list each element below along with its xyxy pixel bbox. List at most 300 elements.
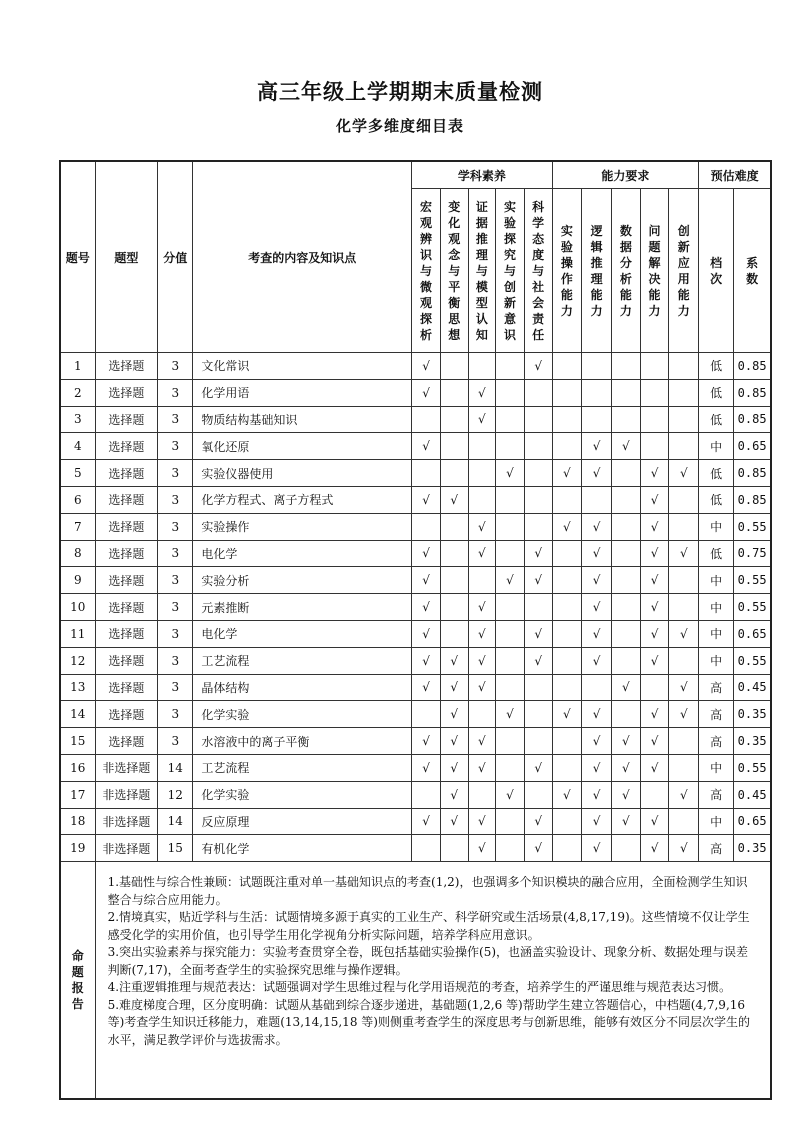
empty-cell — [612, 594, 641, 621]
empty-cell — [669, 353, 699, 380]
table-row — [60, 754, 771, 781]
col-header-type: 题型 — [95, 161, 158, 353]
table-row — [60, 808, 771, 835]
difficulty-level: 中 — [699, 620, 734, 647]
check-mark: √ — [440, 781, 468, 808]
check-mark: √ — [524, 620, 552, 647]
col-header-ability-4: 问题解决能力 — [640, 189, 669, 353]
difficulty-coefficient: 0.45 — [734, 674, 771, 701]
difficulty-level: 中 — [699, 513, 734, 540]
check-mark: √ — [669, 674, 699, 701]
empty-cell — [612, 513, 641, 540]
question-type: 选择题 — [95, 379, 158, 406]
check-mark: √ — [412, 674, 441, 701]
question-score: 3 — [158, 647, 193, 674]
table-row — [60, 647, 771, 674]
empty-cell — [612, 406, 641, 433]
empty-cell — [552, 808, 582, 835]
col-header-level: 档次 — [699, 189, 734, 353]
empty-cell — [552, 647, 582, 674]
question-score: 3 — [158, 594, 193, 621]
difficulty-level: 低 — [699, 540, 734, 567]
check-mark: √ — [468, 808, 496, 835]
report-paragraph: 2.情境真实，贴近学科与生活：试题情境多源于真实的工业生产、科学研究或生活场景(4,8,17,19)。这些情境不仅让学生感受化学的实用价值，也引导学生用化学视角分析实际问题，培养学科应用意识。 — [107, 910, 750, 942]
difficulty-level: 中 — [699, 594, 734, 621]
empty-cell — [440, 379, 468, 406]
empty-cell — [440, 406, 468, 433]
empty-cell — [552, 567, 582, 594]
col-header-score: 分值 — [158, 161, 193, 353]
question-number: 13 — [60, 674, 95, 701]
question-score: 3 — [158, 379, 193, 406]
question-type: 选择题 — [95, 728, 158, 755]
empty-cell — [582, 486, 612, 513]
empty-cell — [669, 486, 699, 513]
check-mark: √ — [468, 379, 496, 406]
col-header-ability-1: 实验操作能力 — [552, 189, 582, 353]
check-mark: √ — [552, 701, 582, 728]
question-topic: 实验操作 — [193, 513, 412, 540]
empty-cell — [612, 701, 641, 728]
difficulty-level: 中 — [699, 647, 734, 674]
empty-cell — [612, 379, 641, 406]
empty-cell — [669, 808, 699, 835]
question-type: 选择题 — [95, 540, 158, 567]
empty-cell — [524, 486, 552, 513]
question-score: 3 — [158, 620, 193, 647]
question-number: 5 — [60, 460, 95, 487]
check-mark: √ — [412, 486, 441, 513]
report-row — [60, 862, 771, 1100]
question-topic: 工艺流程 — [193, 647, 412, 674]
check-mark: √ — [524, 647, 552, 674]
check-mark: √ — [468, 647, 496, 674]
check-mark: √ — [640, 513, 669, 540]
question-type: 选择题 — [95, 513, 158, 540]
difficulty-coefficient: 0.85 — [734, 486, 771, 513]
question-number: 6 — [60, 486, 95, 513]
empty-cell — [496, 379, 525, 406]
question-topic: 晶体结构 — [193, 674, 412, 701]
difficulty-level: 中 — [699, 754, 734, 781]
check-mark: √ — [440, 674, 468, 701]
empty-cell — [612, 647, 641, 674]
question-topic: 实验分析 — [193, 567, 412, 594]
empty-cell — [669, 433, 699, 460]
empty-cell — [412, 513, 441, 540]
check-mark: √ — [669, 781, 699, 808]
check-mark: √ — [440, 808, 468, 835]
check-mark: √ — [468, 406, 496, 433]
empty-cell — [440, 835, 468, 862]
empty-cell — [468, 353, 496, 380]
check-mark: √ — [640, 808, 669, 835]
check-mark: √ — [440, 647, 468, 674]
check-mark: √ — [640, 620, 669, 647]
empty-cell — [496, 540, 525, 567]
empty-cell — [552, 594, 582, 621]
question-number: 14 — [60, 701, 95, 728]
check-mark: √ — [582, 835, 612, 862]
table-row — [60, 513, 771, 540]
question-score: 3 — [158, 433, 193, 460]
difficulty-coefficient: 0.55 — [734, 594, 771, 621]
empty-cell — [496, 674, 525, 701]
question-topic: 化学用语 — [193, 379, 412, 406]
table-row — [60, 781, 771, 808]
question-type: 选择题 — [95, 460, 158, 487]
empty-cell — [582, 353, 612, 380]
question-score: 3 — [158, 540, 193, 567]
check-mark: √ — [412, 379, 441, 406]
difficulty-coefficient: 0.35 — [734, 835, 771, 862]
empty-cell — [496, 594, 525, 621]
empty-cell — [496, 728, 525, 755]
empty-cell — [496, 353, 525, 380]
check-mark: √ — [412, 353, 441, 380]
empty-cell — [552, 754, 582, 781]
empty-cell — [496, 647, 525, 674]
empty-cell — [524, 701, 552, 728]
empty-cell — [612, 460, 641, 487]
check-mark: √ — [496, 781, 525, 808]
check-mark: √ — [582, 647, 612, 674]
report-paragraph: 1.基础性与综合性兼顾：试题既注重对单一基础知识点的考查(1,2)，也强调多个知识模块的融合应用，全面检测学生知识整合与综合应用能力。 — [107, 875, 748, 907]
question-score: 3 — [158, 701, 193, 728]
check-mark: √ — [468, 594, 496, 621]
question-score: 3 — [158, 728, 193, 755]
empty-cell — [612, 620, 641, 647]
check-mark: √ — [640, 728, 669, 755]
check-mark: √ — [582, 781, 612, 808]
question-number: 9 — [60, 567, 95, 594]
difficulty-level: 中 — [699, 433, 734, 460]
question-topic: 有机化学 — [193, 835, 412, 862]
check-mark: √ — [440, 486, 468, 513]
empty-cell — [524, 406, 552, 433]
difficulty-level: 低 — [699, 379, 734, 406]
check-mark: √ — [582, 567, 612, 594]
question-type: 选择题 — [95, 406, 158, 433]
empty-cell — [612, 353, 641, 380]
table-row — [60, 594, 771, 621]
empty-cell — [440, 540, 468, 567]
check-mark: √ — [524, 567, 552, 594]
check-mark: √ — [468, 674, 496, 701]
empty-cell — [524, 513, 552, 540]
spec-table — [59, 160, 772, 1100]
check-mark: √ — [612, 808, 641, 835]
empty-cell — [669, 728, 699, 755]
group-header-difficulty: 预估难度 — [699, 161, 771, 189]
empty-cell — [552, 620, 582, 647]
empty-cell — [440, 594, 468, 621]
empty-cell — [669, 406, 699, 433]
check-mark: √ — [468, 835, 496, 862]
empty-cell — [496, 433, 525, 460]
empty-cell — [440, 433, 468, 460]
difficulty-coefficient: 0.85 — [734, 460, 771, 487]
empty-cell — [552, 674, 582, 701]
empty-cell — [582, 674, 612, 701]
empty-cell — [612, 567, 641, 594]
check-mark: √ — [582, 540, 612, 567]
question-number: 16 — [60, 754, 95, 781]
check-mark: √ — [440, 701, 468, 728]
check-mark: √ — [524, 754, 552, 781]
question-type: 选择题 — [95, 353, 158, 380]
empty-cell — [496, 406, 525, 433]
check-mark: √ — [640, 701, 669, 728]
question-topic: 化学实验 — [193, 701, 412, 728]
question-type: 非选择题 — [95, 781, 158, 808]
question-number: 10 — [60, 594, 95, 621]
table-row — [60, 567, 771, 594]
question-score: 3 — [158, 567, 193, 594]
question-number: 1 — [60, 353, 95, 380]
check-mark: √ — [582, 701, 612, 728]
empty-cell — [440, 513, 468, 540]
check-mark: √ — [524, 540, 552, 567]
table-row — [60, 433, 771, 460]
question-score: 3 — [158, 353, 193, 380]
check-mark: √ — [412, 754, 441, 781]
check-mark: √ — [412, 540, 441, 567]
difficulty-coefficient: 0.45 — [734, 781, 771, 808]
question-number: 11 — [60, 620, 95, 647]
empty-cell — [468, 567, 496, 594]
table-row — [60, 620, 771, 647]
question-score: 3 — [158, 460, 193, 487]
question-type: 非选择题 — [95, 754, 158, 781]
empty-cell — [552, 486, 582, 513]
empty-cell — [640, 406, 669, 433]
empty-cell — [496, 835, 525, 862]
question-score: 14 — [158, 808, 193, 835]
empty-cell — [524, 460, 552, 487]
report-paragraph: 4.注重逻辑推理与规范表达：试题强调对学生思维过程与化学用语规范的考查，培养学生的严谨思维与规范表达习惯。 — [107, 980, 732, 995]
header-group-row — [60, 161, 771, 189]
check-mark: √ — [640, 835, 669, 862]
empty-cell — [524, 379, 552, 406]
check-mark: √ — [412, 647, 441, 674]
question-number: 2 — [60, 379, 95, 406]
check-mark: √ — [669, 460, 699, 487]
col-header-literacy-1: 宏观辨识与微观探析 — [412, 189, 441, 353]
empty-cell — [440, 567, 468, 594]
group-header-ability: 能力要求 — [552, 161, 699, 189]
report-label: 命题报告 — [60, 862, 95, 1100]
check-mark: √ — [640, 754, 669, 781]
page-subtitle: 化学多维度细目表 — [335, 117, 464, 135]
empty-cell — [524, 674, 552, 701]
difficulty-coefficient: 0.35 — [734, 728, 771, 755]
question-type: 选择题 — [95, 433, 158, 460]
difficulty-level: 高 — [699, 674, 734, 701]
check-mark: √ — [468, 620, 496, 647]
question-topic: 电化学 — [193, 540, 412, 567]
check-mark: √ — [582, 460, 612, 487]
empty-cell — [412, 835, 441, 862]
question-score: 3 — [158, 674, 193, 701]
empty-cell — [640, 433, 669, 460]
report-body — [95, 862, 771, 1100]
difficulty-coefficient: 0.65 — [734, 433, 771, 460]
check-mark: √ — [582, 594, 612, 621]
col-header-literacy-4: 实验探究与创新意识 — [496, 189, 525, 353]
question-type: 选择题 — [95, 620, 158, 647]
check-mark: √ — [612, 754, 641, 781]
difficulty-coefficient: 0.85 — [734, 406, 771, 433]
check-mark: √ — [468, 540, 496, 567]
check-mark: √ — [669, 701, 699, 728]
check-mark: √ — [669, 620, 699, 647]
question-number: 12 — [60, 647, 95, 674]
check-mark: √ — [640, 486, 669, 513]
col-header-literacy-3: 证据推理与模型认知 — [468, 189, 496, 353]
empty-cell — [669, 567, 699, 594]
empty-cell — [552, 540, 582, 567]
empty-cell — [524, 594, 552, 621]
check-mark: √ — [582, 728, 612, 755]
empty-cell — [440, 460, 468, 487]
difficulty-level: 低 — [699, 460, 734, 487]
question-type: 选择题 — [95, 486, 158, 513]
table-row — [60, 540, 771, 567]
difficulty-coefficient: 0.75 — [734, 540, 771, 567]
difficulty-coefficient: 0.85 — [734, 379, 771, 406]
empty-cell — [612, 835, 641, 862]
page-title: 高三年级上学期期末质量检测 — [257, 80, 543, 104]
question-number: 17 — [60, 781, 95, 808]
empty-cell — [669, 647, 699, 674]
question-type: 选择题 — [95, 701, 158, 728]
report-paragraph: 5.难度梯度合理，区分度明确：试题从基础到综合逐步递进，基础题(1,2,6 等)帮助学生建立答题信心，中档题(4,7,9,16 等)考查学生知识迁移能力，难题(13,14,15,18 等)则侧重考查学生的深度思考与创新思维，能够有效区分不同层次学生的水平，满足教学评价与选拔需求。 — [107, 997, 750, 1047]
question-topic: 化学实验 — [193, 781, 412, 808]
col-header-literacy-5: 科学态度与社会责任 — [524, 189, 552, 353]
empty-cell — [612, 540, 641, 567]
question-topic: 反应原理 — [193, 808, 412, 835]
check-mark: √ — [640, 647, 669, 674]
empty-cell — [412, 406, 441, 433]
table-row — [60, 701, 771, 728]
check-mark: √ — [640, 594, 669, 621]
check-mark: √ — [524, 835, 552, 862]
difficulty-coefficient: 0.55 — [734, 647, 771, 674]
check-mark: √ — [440, 728, 468, 755]
difficulty-level: 低 — [699, 486, 734, 513]
check-mark: √ — [552, 513, 582, 540]
col-header-coef: 系数 — [734, 189, 771, 353]
empty-cell — [640, 781, 669, 808]
difficulty-coefficient: 0.85 — [734, 353, 771, 380]
check-mark: √ — [412, 808, 441, 835]
difficulty-coefficient: 0.55 — [734, 567, 771, 594]
question-number: 4 — [60, 433, 95, 460]
empty-cell — [496, 486, 525, 513]
empty-cell — [468, 460, 496, 487]
empty-cell — [552, 728, 582, 755]
empty-cell — [640, 379, 669, 406]
check-mark: √ — [612, 433, 641, 460]
check-mark: √ — [612, 674, 641, 701]
empty-cell — [552, 353, 582, 380]
col-header-ability-2: 逻辑推理能力 — [582, 189, 612, 353]
empty-cell — [412, 781, 441, 808]
check-mark: √ — [582, 754, 612, 781]
empty-cell — [640, 353, 669, 380]
question-topic: 氧化还原 — [193, 433, 412, 460]
check-mark: √ — [412, 728, 441, 755]
question-type: 选择题 — [95, 674, 158, 701]
difficulty-coefficient: 0.55 — [734, 754, 771, 781]
table-body — [60, 353, 771, 862]
empty-cell — [524, 728, 552, 755]
check-mark: √ — [612, 728, 641, 755]
table-row — [60, 406, 771, 433]
empty-cell — [552, 433, 582, 460]
empty-cell — [669, 379, 699, 406]
empty-cell — [669, 754, 699, 781]
check-mark: √ — [669, 540, 699, 567]
empty-cell — [582, 379, 612, 406]
difficulty-coefficient: 0.65 — [734, 620, 771, 647]
col-header-literacy-2: 变化观念与平衡思想 — [440, 189, 468, 353]
check-mark: √ — [524, 353, 552, 380]
empty-cell — [440, 620, 468, 647]
question-number: 19 — [60, 835, 95, 862]
difficulty-level: 高 — [699, 701, 734, 728]
check-mark: √ — [552, 460, 582, 487]
question-type: 选择题 — [95, 567, 158, 594]
question-number: 3 — [60, 406, 95, 433]
check-mark: √ — [412, 620, 441, 647]
col-header-ability-3: 数据分析能力 — [612, 189, 641, 353]
question-number: 8 — [60, 540, 95, 567]
empty-cell — [468, 701, 496, 728]
difficulty-level: 低 — [699, 353, 734, 380]
question-type: 选择题 — [95, 647, 158, 674]
difficulty-coefficient: 0.55 — [734, 513, 771, 540]
question-topic: 工艺流程 — [193, 754, 412, 781]
empty-cell — [552, 835, 582, 862]
difficulty-level: 高 — [699, 835, 734, 862]
empty-cell — [640, 674, 669, 701]
question-score: 12 — [158, 781, 193, 808]
difficulty-level: 中 — [699, 808, 734, 835]
check-mark: √ — [552, 781, 582, 808]
table-row — [60, 460, 771, 487]
empty-cell — [496, 620, 525, 647]
question-score: 3 — [158, 513, 193, 540]
table-row — [60, 674, 771, 701]
empty-cell — [669, 594, 699, 621]
question-topic: 物质结构基础知识 — [193, 406, 412, 433]
question-score: 3 — [158, 406, 193, 433]
empty-cell — [412, 701, 441, 728]
check-mark: √ — [582, 433, 612, 460]
empty-cell — [496, 513, 525, 540]
check-mark: √ — [412, 594, 441, 621]
difficulty-level: 高 — [699, 781, 734, 808]
check-mark: √ — [468, 754, 496, 781]
question-number: 18 — [60, 808, 95, 835]
report-paragraph: 3.突出实验素养与探究能力：实验考查贯穿全卷，既包括基础实验操作(5)，也涵盖实验设计、现象分析、数据处理与误差判断(7,17)，全面考查学生的实验探究思维与操作逻辑。 — [107, 945, 749, 977]
question-topic: 实验仪器使用 — [193, 460, 412, 487]
difficulty-coefficient: 0.35 — [734, 701, 771, 728]
empty-cell — [524, 781, 552, 808]
check-mark: √ — [612, 781, 641, 808]
